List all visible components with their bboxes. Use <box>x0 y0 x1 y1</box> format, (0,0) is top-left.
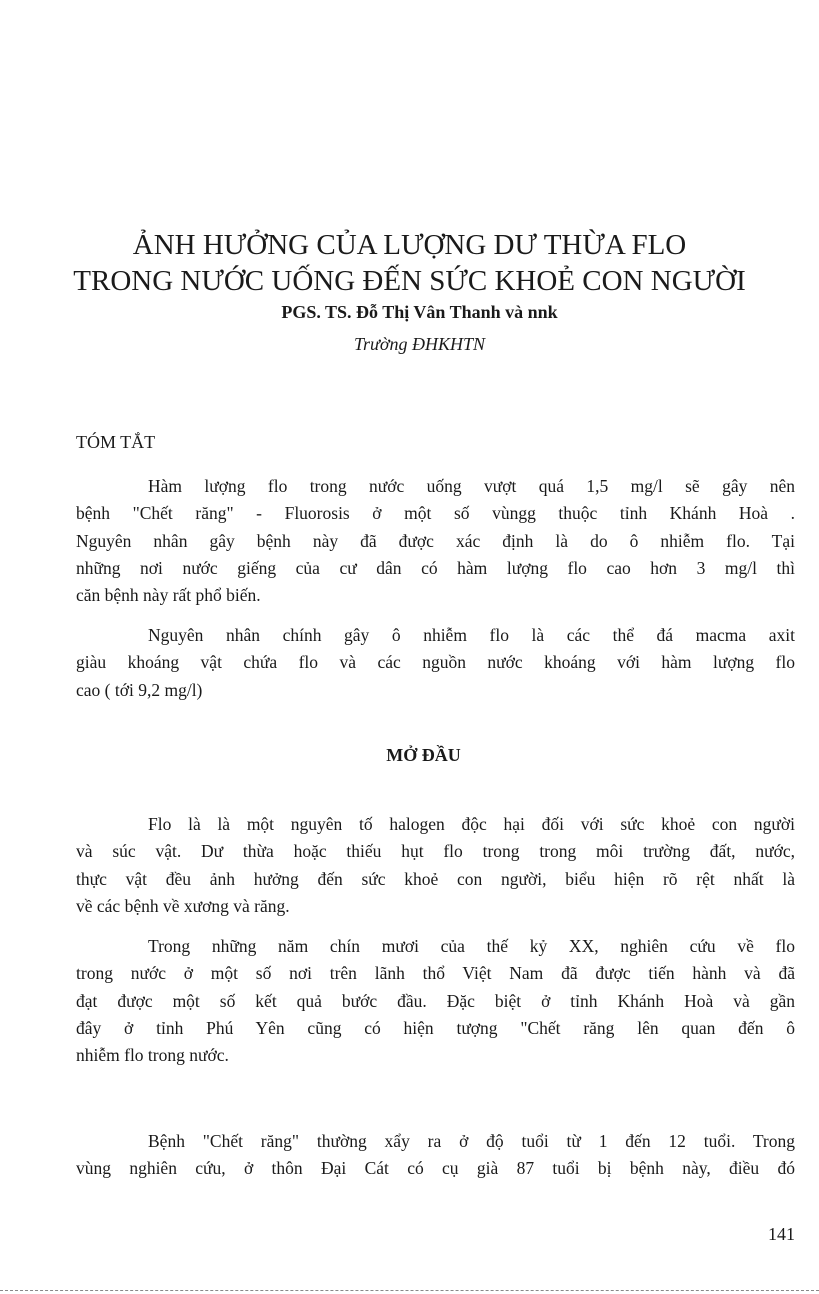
text-line: vùng nghiên cứu, ở thôn Đại Cát có cụ già 87 tuổi bị bệnh này, điều đó <box>76 1158 795 1179</box>
text-line: trong nước ở một số nơi trên lãnh thổ Việt Nam đã được tiến hành và đã <box>76 963 795 984</box>
text-line: về các bệnh về xương và răng. <box>76 895 290 916</box>
text-line: giàu khoáng vật chứa flo và các nguồn nước khoáng với hàm lượng flo <box>76 652 795 673</box>
text-line: đạt được một số kết quả bước đầu. Đặc biệt ở tỉnh Khánh Hoà và gần <box>76 990 795 1011</box>
text-line: Nguyên nhân chính gây ô nhiễm flo là các thể đá macma axit <box>148 625 795 645</box>
text-line: Hàm lượng flo trong nước uống vượt quá 1,5 mg/l sẽ gây nên <box>148 476 795 496</box>
intro-paragraph-1 <box>76 811 795 920</box>
text-line: Flo là là một nguyên tố halogen độc hại đối với sức khoẻ con người <box>148 814 795 834</box>
text-line: Trong những năm chín mươi của thế kỷ XX, nghiên cứu về flo <box>148 936 795 956</box>
title-line-2: TRONG NƯỚC UỐNG ĐẾN SỨC KHOẺ CON NGƯỜI <box>73 265 746 297</box>
text-line: căn bệnh này rất phổ biến. <box>76 585 261 606</box>
intro-paragraph-2 <box>76 933 795 1069</box>
text-line: Nguyên nhân gây bệnh này đã được xác định là do ô nhiễm flo. Tại <box>76 530 795 551</box>
abstract-heading: TÓM TẮT <box>76 432 156 452</box>
title-line-1: ẢNH HƯỞNG CỦA LƯỢNG DƯ THỪA FLO <box>132 229 687 261</box>
author: PGS. TS. Đỗ Thị Vân Thanh và nnk <box>281 302 558 322</box>
text-line: Bệnh "Chết răng" thường xẩy ra ở độ tuổi từ 1 đến 12 tuổi. Trong <box>148 1131 795 1151</box>
text-line: và súc vật. Dư thừa hoặc thiếu hụt flo trong trong môi trường đất, nước, <box>76 841 795 862</box>
abstract-paragraph-1 <box>76 473 795 609</box>
text-line: bệnh "Chết răng" - Fluorosis ở một số vùngg thuộc tỉnh Khánh Hoà . <box>76 503 795 524</box>
text-line: nhiễm flo trong nước. <box>76 1045 229 1066</box>
text-line: đây ở tỉnh Phú Yên cũng có hiện tượng "Chết răng lên quan đến ô <box>76 1017 795 1038</box>
intro-paragraph-3 <box>76 1128 795 1183</box>
text-line: thực vật đều ảnh hưởng đến sức khoẻ con người, biểu hiện rõ rệt nhất là <box>76 868 795 889</box>
text-line: cao ( tới 9,2 mg/l) <box>76 679 203 700</box>
text-line: những nơi nước giếng của cư dân có hàm lượng flo cao hơn 3 mg/l thì <box>76 557 795 578</box>
affiliation: Trường ĐHKHTN <box>354 334 485 354</box>
page-number: 141 <box>768 1224 795 1244</box>
page-edge-divider <box>0 1290 819 1293</box>
abstract-paragraph-2 <box>76 622 795 704</box>
intro-heading: MỞ ĐẦU <box>386 745 461 765</box>
